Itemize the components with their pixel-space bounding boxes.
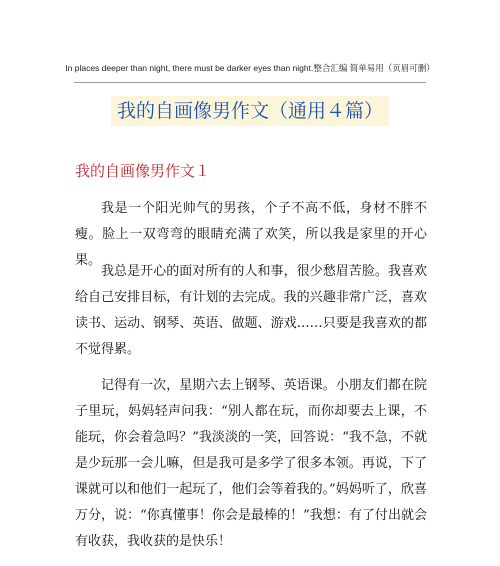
section-heading: 我的自画像男作文１ (75, 162, 211, 180)
page-header: In places deeper than night, there must be darker eyes than night.整合汇编 简单易用（页眉可删） (65, 63, 435, 73)
header-divider (74, 82, 426, 83)
document-title-container (0, 96, 500, 126)
paragraph-text: 我是一个阳光帅气的男孩，个子不高不低，身材不胖不瘦。脸上一双弯弯的眼睛充满了欢笑，所以我是家里的开心果。 (75, 201, 427, 268)
paragraph (75, 259, 427, 363)
paragraph-text: 记得有一次，星期六去上钢琴、英语课。小朋友们都在院子里玩，妈妈轻声问我：“别人都在玩，而你却要去上课，不能玩，你会着急吗？”我淡淡的一笑，回答说：“我不急，不就是少玩那一会儿嘛，但是我可是多学了很多本领。再说，下了课就可以和他们一起玩了，他们会等着我的。”妈妈听了，欣喜万分，说：“你真懂事！你会是最棒的！”我想：有了付出就会有收获，我收获的是快乐！ (75, 378, 427, 549)
paragraph-text: 我总是开心的面对所有的人和事，很少愁眉苦脸。我喜欢给自己安排目标，有计划的去完成。我的兴趣非常广泛，喜欢读书、运动、钢琴、英语、做题、游戏……只要是我喜欢的都不觉得累。 (75, 264, 427, 357)
document-title: 我的自画像男作文（通用４篇） (111, 96, 389, 126)
paragraph (75, 373, 427, 555)
